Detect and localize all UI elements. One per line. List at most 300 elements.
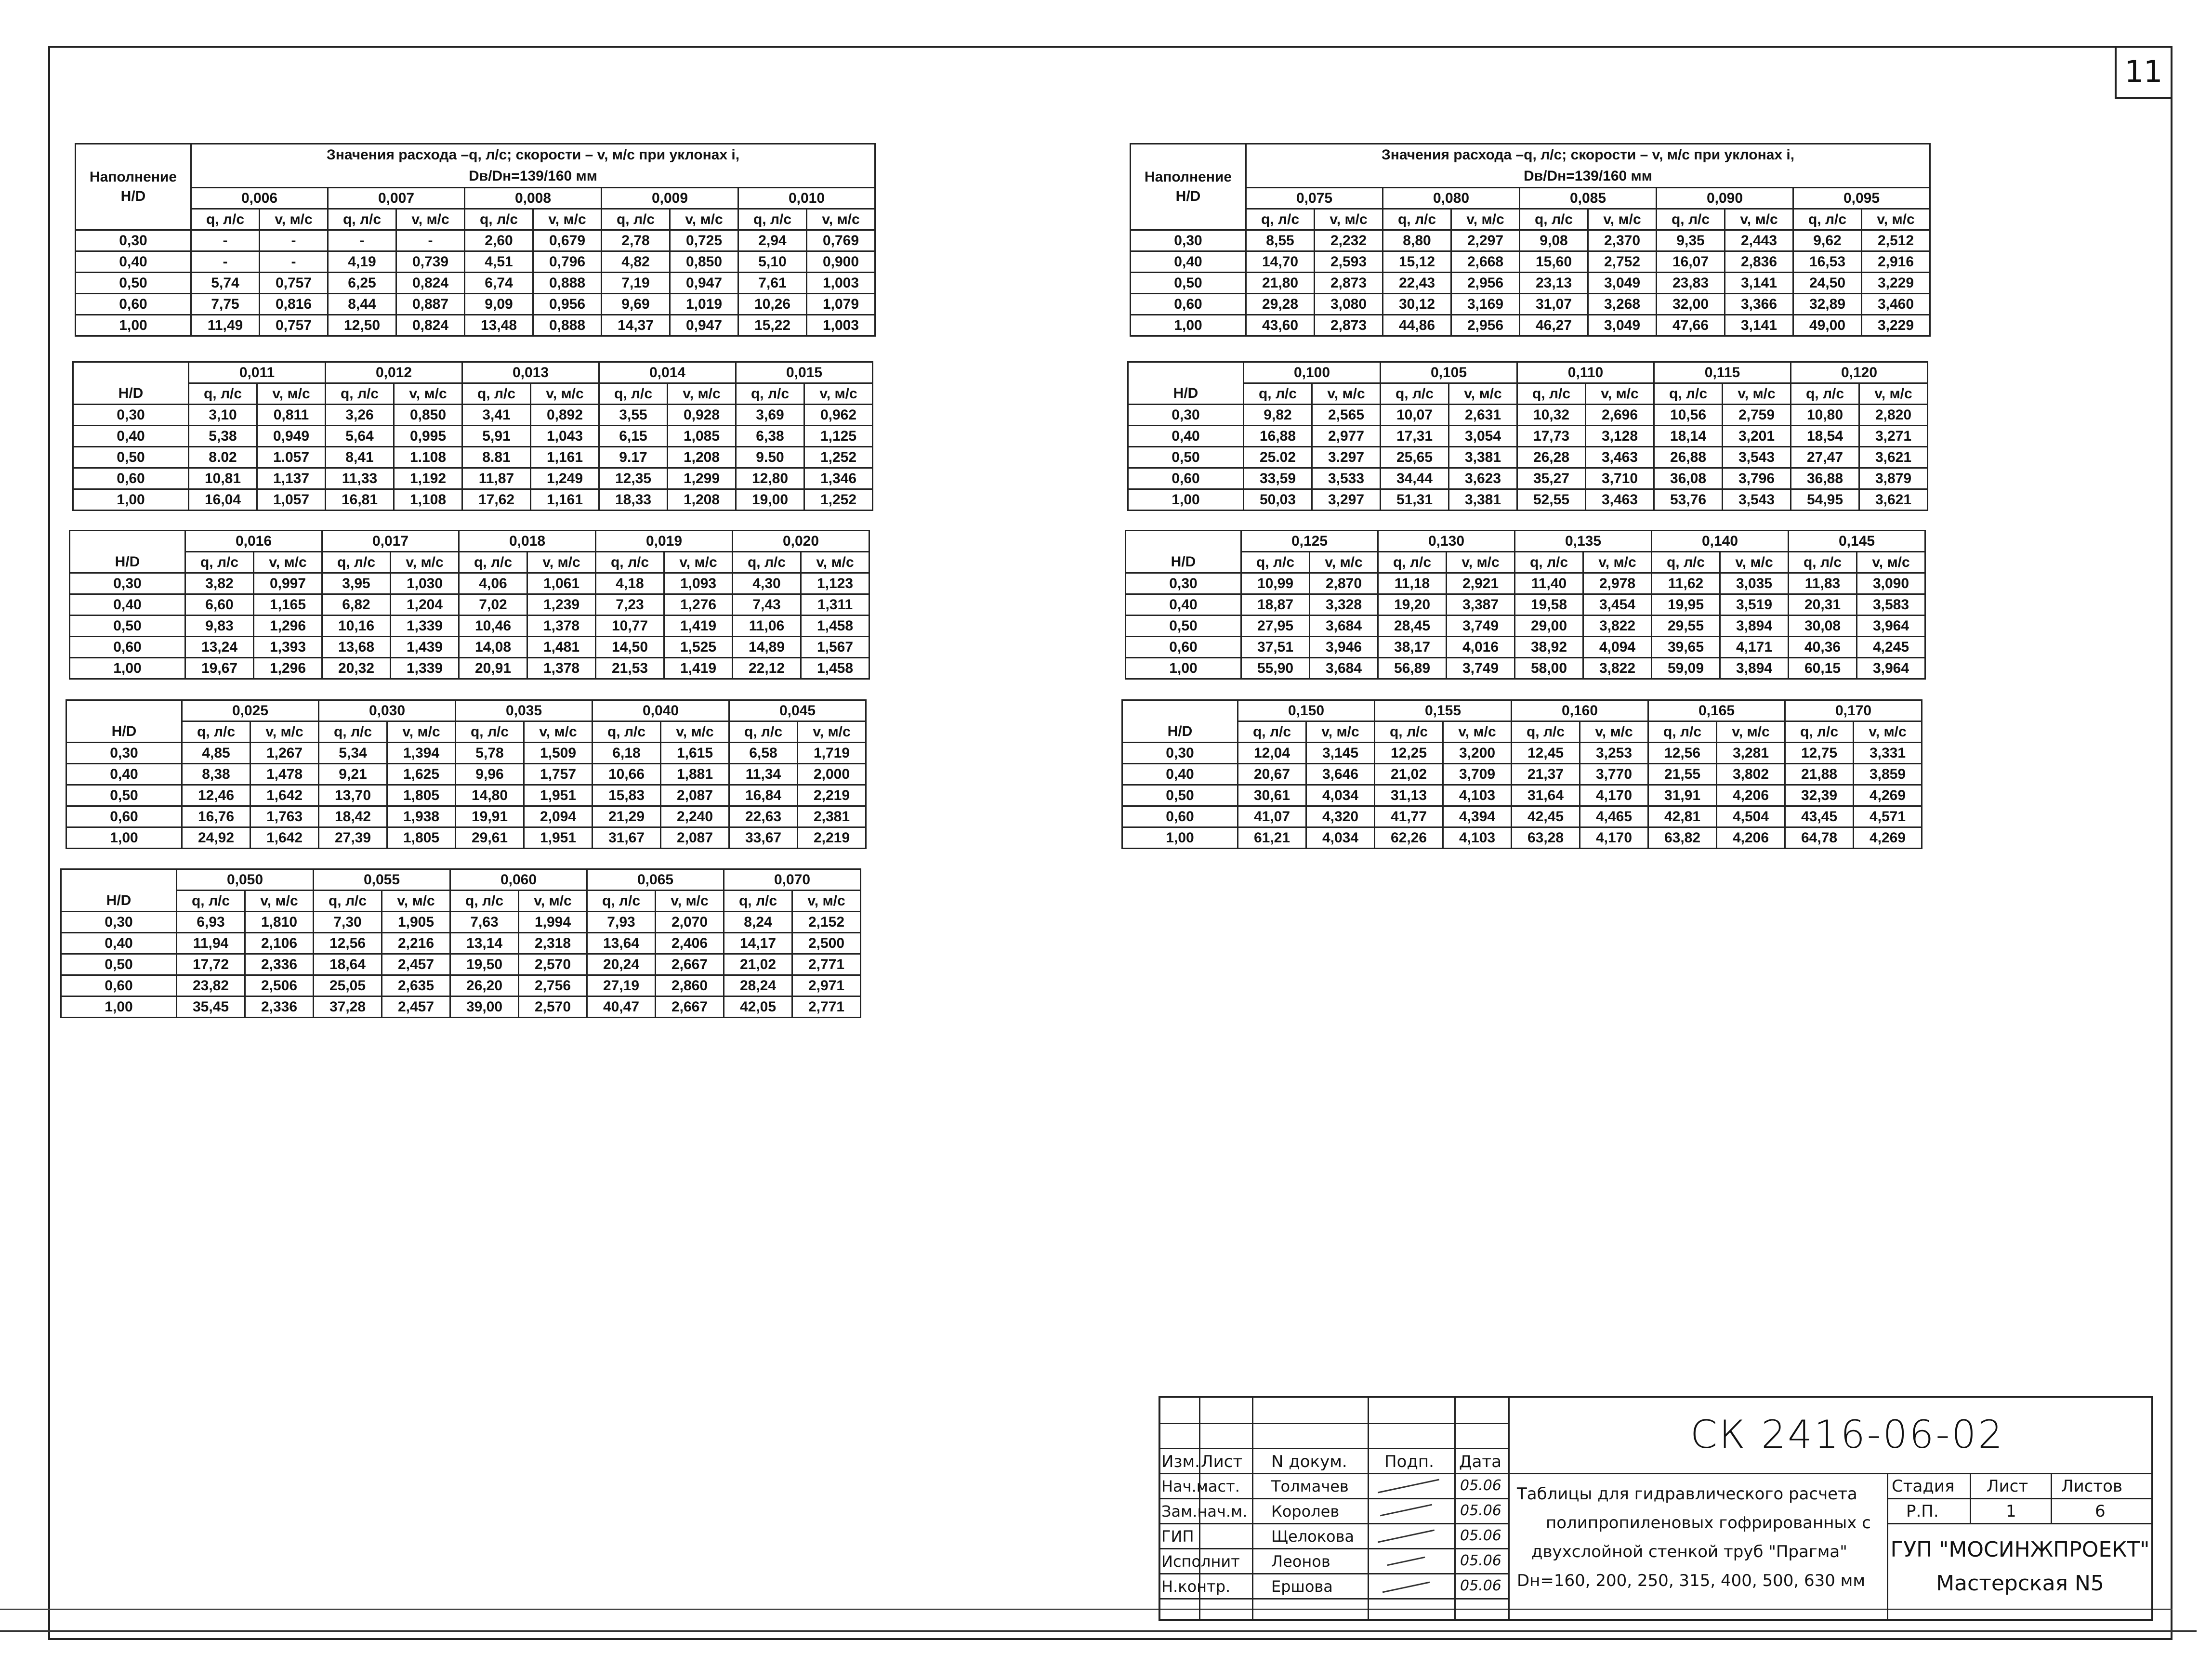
values-title: Значения расхода –q, л/с; скорости – v, м/с при уклонах i, (191, 144, 875, 166)
cell-value: 7,02 (459, 594, 527, 616)
table-row (73, 447, 873, 468)
table-row (1128, 426, 1928, 447)
hd-value: 0,40 (70, 594, 185, 616)
stamp-role: Н.контр. (1161, 1577, 1231, 1596)
cell-value: 10,77 (596, 616, 664, 637)
cell-value: 0,725 (670, 230, 738, 251)
cell-value: 41,77 (1375, 806, 1443, 827)
q-label: q, л/с (1793, 209, 1862, 230)
cell-value: 8,44 (328, 294, 396, 315)
cell-value: 4,206 (1717, 827, 1785, 849)
table-right-block-1 (1130, 143, 1931, 337)
cell-value: 16,81 (326, 489, 394, 511)
cell-value: 2,873 (1315, 273, 1383, 294)
cell-value: 0,850 (394, 405, 462, 426)
cell-value: 34,44 (1381, 468, 1449, 489)
cell-value: - (191, 230, 260, 251)
cell-value: 1,938 (387, 806, 456, 827)
cell-value: 11,18 (1378, 573, 1447, 594)
slope-header: 0,060 (450, 869, 587, 891)
cell-value: 3,822 (1583, 658, 1652, 679)
table-row (61, 996, 861, 1018)
cell-value: 4,016 (1447, 637, 1515, 658)
cell-value: 31,67 (592, 827, 661, 849)
cell-value: 43,60 (1246, 315, 1315, 336)
cell-value: 0,892 (531, 405, 599, 426)
cell-value: 2,512 (1862, 230, 1930, 251)
cell-value: 3,253 (1580, 743, 1648, 764)
cell-value: 18,64 (314, 954, 382, 975)
cell-value: 3,533 (1312, 468, 1381, 489)
cell-value: 1,881 (661, 764, 729, 785)
cell-value: 19,67 (185, 658, 254, 679)
document-code: СК 2416-06-02 (1690, 1412, 2005, 1457)
cell-value: 17,31 (1381, 426, 1449, 447)
cell-value: 4,269 (1854, 785, 1922, 806)
hd-value: 0,30 (70, 573, 185, 594)
table-row (1122, 827, 1922, 849)
cell-value: 26,88 (1654, 447, 1723, 468)
cell-value: 19,00 (736, 489, 804, 511)
cell-value: 1,299 (668, 468, 736, 489)
cell-value: 3,271 (1859, 426, 1928, 447)
cell-value: 7,75 (191, 294, 260, 315)
slope-header: 0,019 (596, 531, 733, 552)
v-label: v, м/с (1443, 721, 1512, 743)
cell-value: 54,95 (1791, 489, 1859, 511)
slope-header: 0,100 (1244, 362, 1381, 383)
document-title (1517, 1480, 1871, 1595)
v-label: v, м/с (661, 721, 729, 743)
cell-value: 2,457 (382, 954, 450, 975)
cell-value: 1,267 (250, 743, 319, 764)
cell-value: 1,805 (387, 785, 456, 806)
v-label: v, м/с (1315, 209, 1383, 230)
cell-value: 15,60 (1520, 251, 1588, 273)
table-row (1131, 273, 1930, 294)
cell-value: 4,034 (1306, 785, 1375, 806)
cell-value: 3,964 (1857, 616, 1925, 637)
cell-value: 5,64 (326, 426, 394, 447)
cell-value: 3,894 (1720, 616, 1789, 637)
cell-value: 2,406 (656, 933, 724, 954)
cell-value: 1,208 (668, 489, 736, 511)
cell-value: 30,12 (1383, 294, 1451, 315)
hd-value: 0,50 (1122, 785, 1238, 806)
cell-value: 1,030 (391, 573, 459, 594)
cell-value: 37,28 (314, 996, 382, 1018)
q-label: q, л/с (322, 552, 391, 573)
cell-value: 9,08 (1520, 230, 1588, 251)
hd-value: 0,50 (70, 616, 185, 637)
cell-value: 21,88 (1785, 764, 1854, 785)
cell-value: 10,07 (1381, 405, 1449, 426)
q-label: q, л/с (587, 891, 656, 912)
cell-value: 3,69 (736, 405, 804, 426)
table-row (76, 273, 875, 294)
cell-value: 4,18 (596, 573, 664, 594)
cell-value: 13,68 (322, 637, 391, 658)
cell-value: 0,811 (257, 405, 326, 426)
v-label: v, м/с (807, 209, 875, 230)
cell-value: 1,615 (661, 743, 729, 764)
slope-header: 0,090 (1657, 188, 1793, 209)
table-row (70, 658, 869, 679)
cell-value: 9,82 (1244, 405, 1312, 426)
cell-value: 61,21 (1238, 827, 1306, 849)
cell-value: 16,53 (1793, 251, 1862, 273)
q-label: q, л/с (1520, 209, 1588, 230)
cell-value: 26,20 (450, 975, 519, 996)
cell-value: 1,296 (254, 658, 322, 679)
col-ndoc-label: N докум. (1271, 1452, 1347, 1471)
cell-value: 63,82 (1648, 827, 1717, 849)
cell-value: 27,95 (1241, 616, 1310, 637)
v-label: v, м/с (524, 721, 592, 743)
cell-value: 33,59 (1244, 468, 1312, 489)
cell-value: 18,33 (599, 489, 668, 511)
cell-value: 3,621 (1859, 489, 1928, 511)
cell-value: 0,995 (394, 426, 462, 447)
cell-value: 13,64 (587, 933, 656, 954)
v-label: v, м/с (1580, 721, 1648, 743)
table-row (1131, 230, 1930, 251)
cell-value: 6,93 (177, 912, 245, 933)
cell-value: 3,26 (326, 405, 394, 426)
title-block (1159, 1396, 2153, 1621)
cell-value: 4,170 (1580, 785, 1648, 806)
cell-value: 3,200 (1443, 743, 1512, 764)
cell-value: 3,387 (1447, 594, 1515, 616)
cell-value: 5,78 (456, 743, 524, 764)
cell-value: 3,646 (1306, 764, 1375, 785)
cell-value: 33,67 (729, 827, 798, 849)
q-label: q, л/с (599, 383, 668, 405)
cell-value: 4,269 (1854, 827, 1922, 849)
hd-value: 0,60 (1122, 806, 1238, 827)
hd-label: H/D (61, 891, 177, 912)
cell-value: 2,60 (465, 230, 533, 251)
cell-value: 2,752 (1588, 251, 1657, 273)
cell-value: 9,09 (465, 294, 533, 315)
cell-value: 1,019 (670, 294, 738, 315)
cell-value: 0,739 (396, 251, 465, 273)
v-label: v, м/с (656, 891, 724, 912)
v-label: v, м/с (1306, 721, 1375, 743)
table-row (1131, 294, 1930, 315)
cell-value: 21,53 (596, 658, 664, 679)
slope-header: 0,125 (1241, 531, 1378, 552)
cell-value: 1,757 (524, 764, 592, 785)
cell-value: 2,667 (656, 996, 724, 1018)
cell-value: 1,567 (801, 637, 869, 658)
cell-value: 3,049 (1588, 315, 1657, 336)
slope-header: 0,155 (1375, 700, 1512, 721)
title-line-4: Dн=160, 200, 250, 315, 400, 500, 630 мм (1517, 1571, 1865, 1590)
cell-value: 3,621 (1859, 447, 1928, 468)
cell-value: 0,824 (396, 273, 465, 294)
cell-value: 7,30 (314, 912, 382, 933)
signature-mark (1378, 1479, 1439, 1494)
table-row (61, 933, 861, 954)
frame-line (0, 1630, 2197, 1632)
cell-value: 16,04 (189, 489, 257, 511)
cell-value: 2,916 (1862, 251, 1930, 273)
cell-value: 4,30 (733, 573, 801, 594)
hd-value: 0,40 (1131, 251, 1246, 273)
cell-value: 2,000 (798, 764, 866, 785)
cell-value: 59,09 (1652, 658, 1720, 679)
slope-header: 0,065 (587, 869, 724, 891)
slope-header: 0,006 (191, 188, 328, 209)
cell-value: 37,51 (1241, 637, 1310, 658)
cell-value: 42,81 (1648, 806, 1717, 827)
slope-header: 0,035 (456, 700, 592, 721)
table-row (76, 230, 875, 251)
stamp-date: 05.06 (1460, 1552, 1501, 1569)
hd-label: H/D (70, 552, 185, 573)
q-label: q, л/с (1657, 209, 1725, 230)
cell-value: 9,21 (319, 764, 387, 785)
cell-value: 5,74 (191, 273, 260, 294)
v-label: v, м/с (1588, 209, 1657, 230)
cell-value: 2,318 (519, 933, 587, 954)
cell-value: 36,08 (1654, 468, 1723, 489)
hd-value: 0,50 (76, 273, 191, 294)
cell-value: 1,165 (254, 594, 322, 616)
v-label: v, м/с (396, 209, 465, 230)
cell-value: 3,964 (1857, 658, 1925, 679)
cell-value: 1,043 (531, 426, 599, 447)
cell-value: 46,27 (1520, 315, 1588, 336)
cell-value: 1,057 (257, 489, 326, 511)
q-label: q, л/с (314, 891, 382, 912)
hd-value: 0,40 (1128, 426, 1244, 447)
slope-header: 0,020 (733, 531, 869, 552)
q-label: q, л/с (736, 383, 804, 405)
stamp-role: Исполнит (1161, 1552, 1240, 1571)
cell-value: 1,951 (524, 827, 592, 849)
table-row (76, 315, 875, 336)
col-izm-label: Изм. (1161, 1452, 1200, 1471)
blank-cell (1126, 531, 1241, 552)
cell-value: 1,108 (394, 489, 462, 511)
cell-value: 3,684 (1310, 658, 1378, 679)
organization-name: ГУП "МОСИНЖПРОЕКТ" (1890, 1537, 2150, 1562)
cell-value: 32,00 (1657, 294, 1725, 315)
q-label: q, л/с (1648, 721, 1717, 743)
cell-value: 3,543 (1723, 489, 1791, 511)
q-label: q, л/с (729, 721, 798, 743)
col-list-label: Лист (1201, 1452, 1243, 1471)
cell-value: 52,55 (1517, 489, 1586, 511)
cell-value: 9,69 (602, 294, 670, 315)
cell-value: 12,45 (1512, 743, 1580, 764)
cell-value: 12,04 (1238, 743, 1306, 764)
q-label: q, л/с (1375, 721, 1443, 743)
cell-value: 20,24 (587, 954, 656, 975)
cell-value: 19,95 (1652, 594, 1720, 616)
cell-value: 42,45 (1512, 806, 1580, 827)
cell-value: 11,34 (729, 764, 798, 785)
v-label: v, м/с (387, 721, 456, 743)
cell-value: 38,92 (1515, 637, 1583, 658)
cell-value: 0,956 (533, 294, 602, 315)
cell-value: 0,947 (670, 315, 738, 336)
cell-value: 15,12 (1383, 251, 1451, 273)
cell-value: 4,245 (1857, 637, 1925, 658)
table-row (1128, 447, 1928, 468)
cell-value: 0,796 (533, 251, 602, 273)
cell-value: 29,28 (1246, 294, 1315, 315)
hd-value: 0,30 (73, 405, 189, 426)
table-row (61, 954, 861, 975)
cell-value: 8,80 (1383, 230, 1451, 251)
cell-value: 12,80 (736, 468, 804, 489)
cell-value: 21,37 (1512, 764, 1580, 785)
cell-value: 5,10 (738, 251, 807, 273)
cell-value: 3,268 (1588, 294, 1657, 315)
cell-value: 19,50 (450, 954, 519, 975)
cell-value: 2,631 (1449, 405, 1517, 426)
cell-value: 20,91 (459, 658, 527, 679)
cell-value: 2,232 (1315, 230, 1383, 251)
slope-header: 0,135 (1515, 531, 1652, 552)
slope-header: 0,145 (1789, 531, 1925, 552)
hd-value: 0,60 (1126, 637, 1241, 658)
cell-value: 2,216 (382, 933, 450, 954)
cell-value: 0,928 (668, 405, 736, 426)
table-row (1128, 468, 1928, 489)
cell-value: 3,82 (185, 573, 254, 594)
blank-cell (1122, 700, 1238, 721)
cell-value: 0,887 (396, 294, 465, 315)
cell-value: 9,96 (456, 764, 524, 785)
cell-value: 3.297 (1312, 447, 1381, 468)
table-row (66, 806, 866, 827)
stamp-person-name: Леонов (1271, 1552, 1330, 1571)
cell-value: 3,381 (1449, 447, 1517, 468)
cell-value: 6,25 (328, 273, 396, 294)
cell-value: 2,570 (519, 954, 587, 975)
v-label: v, м/с (664, 552, 733, 573)
v-label: v, м/с (1312, 383, 1381, 405)
q-label: q, л/с (328, 209, 396, 230)
v-label: v, м/с (391, 552, 459, 573)
cell-value: 3,583 (1857, 594, 1925, 616)
cell-value: 2,696 (1586, 405, 1654, 426)
cell-value: 1,419 (664, 616, 733, 637)
cell-value: 1,378 (527, 616, 596, 637)
q-label: q, л/с (1791, 383, 1859, 405)
cell-value: 2,873 (1315, 315, 1383, 336)
v-label: v, м/с (1720, 552, 1789, 573)
v-label: v, м/с (382, 891, 450, 912)
table-row (1128, 489, 1928, 511)
table-row (1128, 405, 1928, 426)
stamp-role: Нач.маст. (1161, 1477, 1240, 1495)
v-label: v, м/с (1447, 552, 1515, 573)
table-row (1126, 658, 1925, 679)
cell-value: 14,17 (724, 933, 792, 954)
slope-header: 0,130 (1378, 531, 1515, 552)
cell-value: 14,89 (733, 637, 801, 658)
cell-value: 2,370 (1588, 230, 1657, 251)
cell-value: 6,15 (599, 426, 668, 447)
q-label: q, л/с (733, 552, 801, 573)
table-row (76, 294, 875, 315)
cell-value: 1,346 (804, 468, 873, 489)
slope-header: 0,011 (189, 362, 326, 383)
q-label: q, л/с (1654, 383, 1723, 405)
cell-value: 3,297 (1312, 489, 1381, 511)
cell-value: - (260, 251, 328, 273)
cell-value: 1,093 (664, 573, 733, 594)
cell-value: 4,206 (1717, 785, 1785, 806)
cell-value: 10,80 (1791, 405, 1859, 426)
cell-value: 0,997 (254, 573, 322, 594)
hd-value: 0,60 (66, 806, 182, 827)
cell-value: 4,094 (1583, 637, 1652, 658)
slope-header: 0,165 (1648, 700, 1785, 721)
cell-value: 10,16 (322, 616, 391, 637)
cell-value: 2,087 (661, 785, 729, 806)
cell-value: 6,82 (322, 594, 391, 616)
table-row (66, 743, 866, 764)
q-label: q, л/с (465, 209, 533, 230)
cell-value: 36,88 (1791, 468, 1859, 489)
cell-value: 7,19 (602, 273, 670, 294)
cell-value: 12,25 (1375, 743, 1443, 764)
stamp-person-name: Королев (1271, 1502, 1340, 1521)
cell-value: 1.108 (394, 447, 462, 468)
cell-value: 1,085 (668, 426, 736, 447)
cell-value: 7,61 (738, 273, 807, 294)
cell-value: 8.81 (462, 447, 531, 468)
cell-value: 27,47 (1791, 447, 1859, 468)
cell-value: 49,00 (1793, 315, 1862, 336)
cell-value: 1,123 (801, 573, 869, 594)
table-left-block-2 (72, 361, 873, 511)
table-row (61, 912, 861, 933)
table-left-block-1 (75, 143, 876, 337)
cell-value: 12,50 (328, 315, 396, 336)
cell-value: 51,31 (1381, 489, 1449, 511)
cell-value: 2,297 (1451, 230, 1520, 251)
hd-value: 0,60 (70, 637, 185, 658)
cell-value: 10,66 (592, 764, 661, 785)
v-label: v, м/с (257, 383, 326, 405)
cell-value: 1,509 (524, 743, 592, 764)
cell-value: 2,668 (1451, 251, 1520, 273)
slope-header: 0,030 (319, 700, 456, 721)
v-label: v, м/с (1862, 209, 1930, 230)
hd-value: 0,40 (73, 426, 189, 447)
v-label: v, м/с (254, 552, 322, 573)
q-label: q, л/с (1241, 552, 1310, 573)
cell-value: 10,81 (189, 468, 257, 489)
cell-value: 17,72 (177, 954, 245, 975)
cell-value: 15,83 (592, 785, 661, 806)
cell-value: 32,89 (1793, 294, 1862, 315)
cell-value: 9,62 (1793, 230, 1862, 251)
table-row (73, 489, 873, 511)
cell-value: 21,80 (1246, 273, 1315, 294)
stamp-person-name: Ершова (1271, 1577, 1333, 1596)
cell-value: 3,946 (1310, 637, 1378, 658)
cell-value: 6,58 (729, 743, 798, 764)
cell-value: 5,91 (462, 426, 531, 447)
